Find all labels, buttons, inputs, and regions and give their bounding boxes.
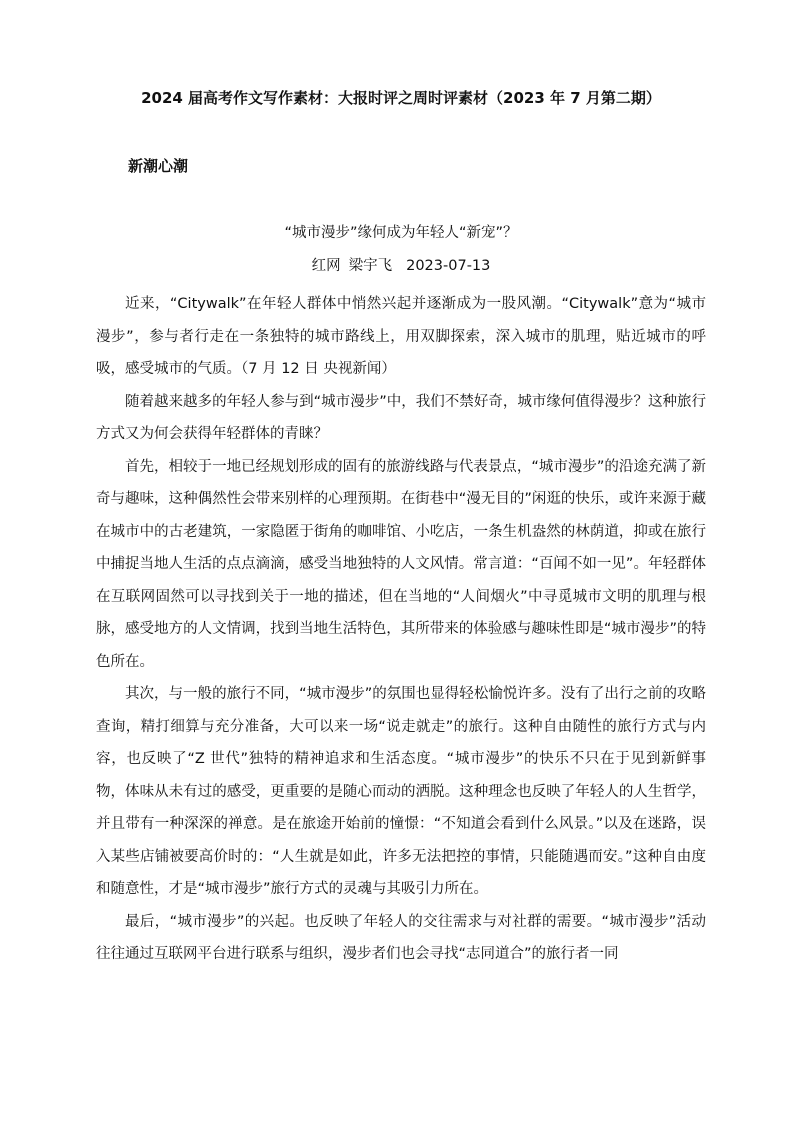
paragraph: 首先，相较于一地已经规划形成的固有的旅游线路与代表景点，“城市漫步”的沿途充满了新奇与趣味，这种偶然性会带来别样的心理预期。在街巷中“漫无目的”闲逛的快乐，或许来源于藏在城市中的古老建筑，一家隐匿于街角的咖啡馆、小吃店，一条生机盎然的林荫道，抑或在旅行中捕捉当地人生活的点点滴滴，感受当地独特的人文风情。常言道：“百闻不如一见”。年轻群体在互联网固然可以寻找到关于一地的描述，但在当地的“人间烟火”中寻觅城市文明的肌理与根脉，感受地方的人文情调，找到当地生活特色，其所带来的体验感与趣味性即是“城市漫步”的特色所在。: [96, 458, 706, 670]
article-author: 梁宇飞: [348, 258, 393, 274]
document-title: 2024 届高考作文写作素材：大报时评之周时评素材（2023 年 7 月第二期）: [141, 89, 661, 107]
article-body: [96, 288, 706, 971]
article-title: “城市漫步”缘何成为年轻人“新宠”？: [284, 225, 518, 241]
paragraph: 近来，“Citywalk”在年轻人群体中悄然兴起并逐渐成为一股风潮。“Citywalk”意为“城市漫步”，参与者行走在一条独特的城市路线上，用双脚探索，深入城市的肌理，贴近城市的呼吸，感受城市的气质。（7 月 12 日 央视新闻）: [96, 296, 706, 377]
section-heading: 新潮心潮: [128, 157, 189, 175]
paragraph: 最后，“城市漫步”的兴起。也反映了年轻人的交往需求与对社群的需要。“城市漫步”活动往往通过互联网平台进行联系与组织，漫步者们也会寻找“志同道合”的旅行者一同: [96, 913, 706, 962]
article-date: 2023-07-13: [406, 258, 491, 274]
paragraph: 其次，与一般的旅行不同，“城市漫步”的氛围也显得轻松愉悦许多。没有了出行之前的攻略查询，精打细算与充分准备，大可以来一场“说走就走”的旅行。这种自由随性的旅行方式与内容，也反映了“Z 世代”独特的精神追求和生活态度。“城市漫步”的快乐不只在于见到新鲜事物，体味从未有过的感受，更重要的是随心而动的洒脱。这种理念也反映了年轻人的人生哲学，并且带有一种深深的禅意。是在旅途开始前的憧憬：“不知道会看到什么风景。”以及在迷路，误入某些店铺被要高价时的：“人生就是如此，许多无法把控的事情，只能随遇而安。”这种自由度和随意性，才是“城市漫步”旅行方式的灵魂与其吸引力所在。: [96, 686, 706, 897]
paragraph: 随着越来越多的年轻人参与到“城市漫步”中，我们不禁好奇，城市缘何值得漫步？这种旅行方式又为何会获得年轻群体的青睐？: [96, 393, 706, 442]
article-byline: [96, 255, 706, 277]
article-source: 红网: [311, 258, 341, 274]
